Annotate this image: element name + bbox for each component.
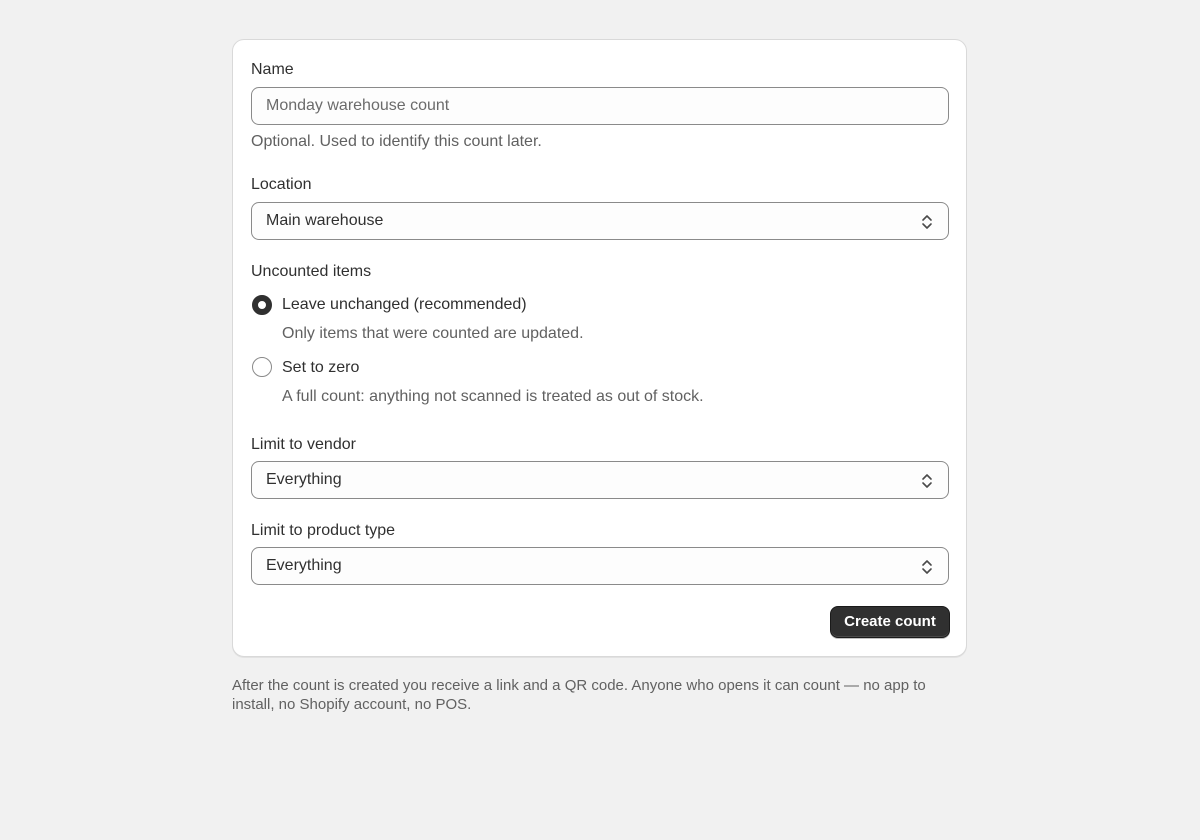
uncounted-items-label: Uncounted items [251, 263, 372, 280]
product-type-select[interactable] [251, 547, 949, 585]
chevron-up-down-icon [920, 558, 934, 576]
radio-leave-unchanged-label: Leave unchanged (recommended) [282, 296, 527, 313]
footer-info-text: After the count is created you receive a link and a QR code. Anyone who opens it can count — no app to install, no Shopify account, no POS. [232, 677, 926, 713]
radio-set-to-zero[interactable] [251, 355, 651, 379]
radio-leave-unchanged-description: Only items that were counted are updated. [282, 325, 584, 342]
radio-set-to-zero-description: A full count: anything not scanned is treated as out of stock. [282, 388, 704, 405]
name-help-text: Optional. Used to identify this count later. [251, 133, 542, 150]
location-select[interactable] [251, 202, 949, 240]
vendor-select[interactable] [251, 461, 949, 499]
name-label: Name [251, 61, 294, 78]
product-type-label: Limit to product type [251, 522, 396, 539]
chevron-up-down-icon [920, 213, 934, 231]
radio-set-to-zero-label: Set to zero [282, 359, 360, 376]
chevron-up-down-icon [920, 472, 934, 490]
vendor-select-value: Everything [266, 471, 342, 488]
product-type-select-value: Everything [266, 557, 342, 574]
radio-checked-icon[interactable] [252, 295, 272, 315]
radio-unchecked-icon[interactable] [252, 357, 272, 377]
create-count-card [232, 39, 967, 657]
name-input-placeholder: Monday warehouse count [266, 97, 450, 114]
location-select-value: Main warehouse [266, 212, 384, 229]
location-label: Location [251, 176, 312, 193]
name-input[interactable] [251, 87, 949, 125]
create-count-button[interactable]: Create count [830, 606, 950, 638]
vendor-label: Limit to vendor [251, 436, 356, 453]
radio-leave-unchanged[interactable] [251, 293, 651, 317]
